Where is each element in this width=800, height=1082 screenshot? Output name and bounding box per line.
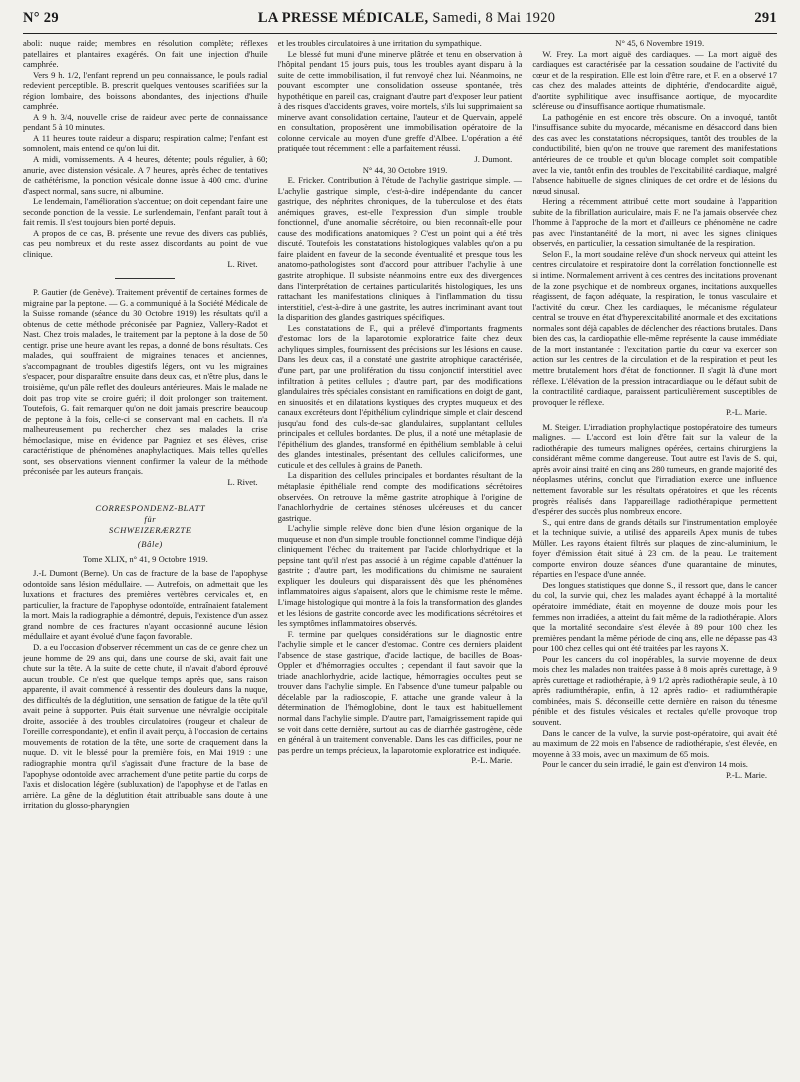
paragraph: A midi, vomissements. A 4 heures, détente; pouls régulier, à 60; anurie, avec distension vésicale. A 7 heures, après échec de tentatives de cathétérisme, la ponction vésicale donne issue à 400 cmc. d'urine d'aspect normal, sans sucre, ni albumine. bbox=[23, 154, 268, 196]
paragraph: S., qui entre dans de grands détails sur l'instrumentation employée et la technique suivie, a utilisé des appareils Apex munis de tubes Müller. Les rayons étaient filtrés sur plaques de zinc-aluminium, le foyer d'émission était situé à 23 cm. de la peau. Le traitement comporte environ douze séances d'une quarantaine de minutes, réparties en l'espace d'une année. bbox=[532, 516, 778, 580]
paragraph: A propos de ce cas, B. présente une revue des divers cas publiés, cas peu nombreux et du reste assez discordants au point de vue clinique. bbox=[23, 227, 268, 259]
issue-date: Samedi, 8 Mai 1920 bbox=[432, 10, 556, 26]
paragraph: D. a eu l'occasion d'observer récemment un cas de ce genre chez un jeune homme de 29 ans qui, dans une course de ski, avait fait une chute sur la tête. A la suite de cette chute, il n'avait d'abord éprouvé aucun trouble. Ce n'est que quelque temps après que, sans raison apparente, il avait commencé à ressentir des douleurs dans la nuque, des difficultés de la déglutition, une sensation de fatigue de la tête qu'il avait peine à supporter. Puis était survenue une névralgie occipitale droite, associée à des troubles circulatoires (rougeur et chaleur de l'oreille correspondante), et enfin il avait perçu, à l'occasion de certains mouvements de rotation de la tête, une sorte de craquement dans la nuque. D. vit le blessé pour la première fois, en Mai 1919 : une radiographie montra qu'il s'agissait d'une fracture de la base de l'apophyse odontoïde avec arrachement d'une petite partie du corps de l'axis et dislocation légère (subluxation) de l'apophyse et de l'atlas en arrière. La gêne de la déglutition était attribuable sans doute à une irritation du glosso-pharyngien bbox=[23, 641, 268, 811]
author-signature: L. Rivet. bbox=[227, 476, 258, 487]
journal-section-title: SCHWEIZERÆRZTE bbox=[108, 524, 192, 535]
issue-heading: N° 44, 30 Octobre 1919. bbox=[362, 164, 448, 175]
paragraph: Des longues statistiques que donne S., il ressort que, dans le cancer du col, la survie qui, chez les malades ayant échappé à la mortalité opératoire immédiate, était en moyenne de douze mois pour les femmes non irradiées, a atteint du fait même de la radiothérapie. Alors que la mortalité secondaire s'est élevée à 89 pour 100 chez les premières pendant la même période de cinq ans, elle ne dépasse pas 43 pour 100 chez celles qui ont été traitées par les rayons X. bbox=[532, 579, 778, 654]
journal-section-title: CORRESPONDENZ-BLATT bbox=[95, 503, 206, 514]
journal-city: (Bâle) bbox=[137, 539, 163, 550]
article-gautier: P. Gautier (de Genève). Traitement préventif de certaines formes de migraine par la peptone. — G. a communiqué à la Société Médicale de la Suisse romande (séance du 30 Octobre 1919) les résultats qu'il a obtenus de cette méthode préconisée par Pagniez, Vallery-Radot et Nast. Chez trois malades, le traitement par la peptone à la dose de 50 centigr. prise une heure avant les repas, a donné de bons résultats. Ces malades, qui souffraient de migraines tenaces et anciennes, s'accompagnant de troubles digestifs légers, ont vu les migraines s'espacer, pour disparaître ensuite dans deux cas, et n'être plus, dans le troisième, qu'un pâle reflet des douleurs antérieures. Mais le malade ne doit pas trop vite se croire guéri; il doit prolonger son traitement. Toutefois, G. fait remarquer qu'on ne doit jamais prescrire beaucoup de peptone à la fois, celle-ci se conservant mal en cachets. Il n'a malheureusement pu rechercher chez ses malades la crise hémoclasique, mise en évidence par Pagniez et ses élèves, crise caractéristique de phénomènes anaphylactiques. Mais telles qu'elles sont, ses observations viennent confirmer la valeur de la méthode préconisée par les auteurs français. bbox=[23, 287, 268, 477]
paragraph: aboli: nuque raide; membres en résolution complète; réflexes patellaires et plantaires exagérés. On fait une injection d'huile camphrée. bbox=[23, 38, 268, 70]
author-signature: P.-L. Marie. bbox=[725, 407, 768, 418]
page-number: 291 bbox=[754, 10, 777, 26]
column-1 bbox=[23, 38, 268, 811]
paragraph: Pour les cancers du col inopérables, la survie moyenne de deux mois chez les malades non traitées passe à 8 mois après curettage, à 9 après curettage et radiothérapie, à 9 1/2 après radiothérapie seule, à 10 après radiumthérapie, enfin, à 12 après radio- et radiumthérapie combinées, mais S. déconseille cette dernière en raison du ténesme pénible et des fistules vésicales et rectales qu'elle provoque trop souvent. bbox=[532, 653, 778, 727]
paragraph: A 11 heures toute raideur a disparu; respiration calme; l'enfant est somnolent, mais entend ce qu'on lui dit. bbox=[23, 132, 268, 154]
paragraph: L'achylie simple relève donc bien d'une lésion organique de la muqueuse et non d'un simple trouble fonctionnel comme l'indique déjà cliniquement l'échec du traitement par l'acide chlorhydrique et la pepsine tant qu'il n'est pas associé à un régime capable d'atténuer la gastrite ; d'autre part, les modifications du chimisme ne sauraient expliquer les douleurs qui disparaissent dès que les phénomènes inflammatoires aigus s'apaisent, alors que le chimisme reste le même. L'image histologique qui montre à la fois la transformation des glandes et les lésions de gastrite concorde avec les modifications sécrétoires et les symptômes inflammatoires observés. bbox=[277, 523, 523, 629]
article-fricker: E. Fricker. Contribution à l'étude de l'achylie gastrique simple. — L'achylie gastrique simple, c'est-à-dire indépendante du cancer gastrique, des néphrites chroniques, de la tuberculose et des états anémiques graves, est-elle l'expression d'un simple trouble fonctionnel, d'une anomalie sécrétoire, ou bien reconnaît-elle pour cause des modifications anatomiques ? C'est un point qui a été très discuté. Toutefois les constatations histologiques valables qu'on a pu faire plaident en faveur de la seconde éventualité et presque tous les anatomo-pathologistes sont d'accord pour attribuer l'achylie à une gastrite atrophique. Il subsiste néanmoins entre eux des divergences dans l'interprétation de certaines particularités histologiques, les uns rattachant les manifestations cliniques à l'inflammation du tissu interstitiel, c'est-à-dire à une gastrite, les autres incriminant avant tout la disparition des glandes gastriques spécifiques. bbox=[277, 175, 523, 323]
article-separator bbox=[115, 278, 175, 279]
column-3 bbox=[532, 38, 777, 811]
issue-heading: N° 45, 6 Novembre 1919. bbox=[615, 38, 705, 48]
paragraph: A 9 h. 3/4, nouvelle crise de raideur avec perte de connaissance pendant 5 à 10 minutes. bbox=[23, 111, 268, 133]
paragraph: et les troubles circulatoires à une irritation du sympathique. bbox=[277, 38, 482, 48]
author-signature: L. Rivet. bbox=[227, 259, 258, 270]
column-2 bbox=[278, 38, 523, 811]
header-rule bbox=[23, 33, 777, 34]
issue-number: N° 29 bbox=[23, 10, 59, 26]
author-signature: P.-L. Marie. bbox=[725, 769, 768, 780]
paragraph: Vers 9 h. 1/2, l'enfant reprend un peu connaissance, le pouls radial redevient perceptible. B. prescrit quelques ventouses scarifiées sur la région lombaire, des boissons abondantes, des injections d'huile camphrée. bbox=[23, 69, 268, 112]
journal-masthead bbox=[258, 10, 555, 27]
paragraph: Hering a récemment attribué cette mort soudaine à l'apparition subite de la fibrillation auriculaire, mais F. ne l'a jamais observée chez l'homme à l'approche de la mort et d'ailleurs ce phénomène ne cadre pas avec l'instantanéité de la mort, ni avec les signes cliniques observés, en particulier, la cessation simultanée de la respiration. bbox=[532, 196, 778, 249]
paragraph: Le lendemain, l'amélioration s'accentue; on doit cependant faire une seconde ponction de la vessie. Le surlendemain, l'enfant paraît tout à fait remis. Il s'est toujours bien porté depuis. bbox=[23, 196, 268, 228]
paragraph: Pour le cancer du sein irradié, le gain est d'environ 14 mois. bbox=[542, 759, 748, 770]
paragraph: Selon F., la mort soudaine relève d'un shock nerveux qui atteint les centres circulatoire et respiratoire dont la corrélation fonctionnelle est si intime. Normalement arrivent à ces centres des incitations provenant de la zone psychique et de nombreux organes, incitations auxquelles réagissent, de façon adéquate, la respiration, le tonus vasculaire et l'activité du cœur. Chez les cardiaques, le mécanisme régulateur central se trouve en état d'hyperexcitabilité anormale et des excitations normales sont déjà capables de déclencher des réactions brutales. Dans bien des cas, la cardiopathie elle-même représente la cause immédiate de la mort instantanée : l'excitation partie du cœur va exercer son action sur les centres de la circulation et de la respiration et peut les mettre brutalement hors d'état de fonctionner. Il s'agit là d'une mort réflexe. L'élévation de la pression intracardiaque ou le défaut subit de la contractilité cardiaque, paraissent particulièrement susceptibles de provoquer le réflexe. bbox=[532, 248, 778, 407]
paragraph: La pathogénie en est encore très obscure. On a invoqué, tantôt l'insuffisance subite du myocarde, mécanisme en désaccord dans bien des cas avec les constatations nécropsiques, tantôt des troubles de la conductibilité, bien qu'on ne trouve que rarement des manifestations antérieures de ce trouble et qu'un blocage complet soit compatible avec la vie, tantôt enfin des troubles de l'excitabilité cardiaque, malgré l'absence habituelle de signes cliniques de cet ordre et de lésions du nœud sinusal. bbox=[532, 111, 778, 196]
journal-section-title: für bbox=[144, 513, 157, 524]
article-steiger: M. Steiger. L'irradiation prophylactique postopératoire des tumeurs malignes. — L'accord est loin d'être fait sur la valeur de la radiothérapie des tumeurs malignes opérées, certains chirurgiens la considérant même comme dangereuse. Tout autre est l'avis de S. qui, après avoir ainsi traité en cinq ans 280 tumeurs, en grande majorité des néoplasmes utérins, conclut que l'irradiation exerce une influence nettement favorable sur les résultats opératoires et que les récents progrès réalisés dans l'appareillage radiothérapique permettent d'espérer des succès plus nombreux encore. bbox=[532, 421, 778, 517]
volume-info: Tome XLIX, n° 41, 9 Octobre 1919. bbox=[82, 553, 208, 564]
paragraph: F. termine par quelques considérations sur le diagnostic entre l'achylie simple et le cancer d'estomac. Contre ces derniers plaident l'absence de stase gastrique, d'acide lactique, de bacilles de Boas-Oppler et d'hémorragies occultes ; cependant il faut savoir que la triade anachlorhydrie, acide lactique, hémorragies occultes peut se trouver dans l'achylie simple. En l'absence d'une tumeur palpable ou décelable par la radioscopie, F. attache une grande valeur à la détermination de l'hémoglobine, dont le taux est habituellement normal dans l'achylie simple. D'autre part, l'amaigrissement rapide qui se voit dans cette dernière, surtout au cas de diarrhée gastrogène, cède en général à un traitement convenable. Dans les cas difficiles, pour ne pas perdre un temps précieux, la laparotomie exploratrice est indiquée. bbox=[277, 628, 523, 755]
page-header bbox=[23, 10, 777, 30]
paragraph: Les constatations de F., qui a prélevé d'importants fragments d'estomac lors de la laparotomie exploratrice faite chez deux achyliques simples, fournissent des précisions sur les lésions en cause. Dans les deux cas, il a constaté une gastrite atrophique caractérisée, d'une part, par une prolifération du tissu conjonctif interstitiel avec infiltration à petites cellules ; d'autre part, par des modifications glandulaires très spéciales consistant en ramifications en doigt de gant, en sinuosités et en dilatations kystiques des cryptes muqueux et des canaux excréteurs dont l'épithélium cylindrique simple et clair descend jusqu'au fond des culs-de-sac glandulaires, supplantant cellules principales et cellules bordantes. De plus, il a noté une métaplasie de l'épithélium des glandes, transformé en épithélium semblable à celui des glandes intestinales, présentant des cellules caliciformes, une cuticule et des cellules à grains de Paneth. bbox=[277, 322, 523, 470]
author-signature: P.-L. Marie. bbox=[471, 755, 513, 766]
author-signature: J. Dumont. bbox=[474, 154, 513, 165]
article-dumont: J.-L Dumont (Berne). Un cas de fracture de la base de l'apophyse odontoïde sans lésion médullaire. — Autrefois, on admettait que les luxations et fractures des premières vertèbres cervicales et, en particulier, la fracture de l'apophyse odontoïde, entraînaient fatalement la mort. Mais la radiographie a démontré, depuis, l'existence d'un assez grand nombre de ces fractures n'ayant occasionné aucune lésion médullaire et ayant évolué d'une façon favorable. bbox=[23, 568, 268, 642]
journal-title: LA PRESSE MÉDICALE, bbox=[257, 10, 429, 26]
paragraph: La disparition des cellules principales et bordantes résultant de la métaplasie épithéliale rend compte des modifications sécrétoires observées. On retrouve la même gastrite atrophique à l'origine de l'anachlorhydrie de certaines sténoses ulcéreuses et du cancer gastrique. bbox=[277, 470, 523, 523]
article-frey: W. Frey. La mort aiguë des cardiaques. — La mort aiguë des cardiaques est caractérisée par la cessation soudaine de l'activité du cœur et de la respiration. Elle est loin d'être rare, et F. en a observé 17 cas chez des malades atteints de diphtérie, d'endocardite aiguë, d'aortite syphilitique avec insuffisance aortique, de myocardite scléreuse ou d'insuffisance aortique rhumatismale. bbox=[532, 48, 778, 112]
paragraph: Dans le cancer de la vulve, la survie post-opératoire, qui avait été au maximum de 22 mois en l'absence de radiothérapie, s'est élevée, en moyenne à 33 mois, avec un maximum de 65 mois. bbox=[532, 727, 778, 759]
paragraph: Le blessé fut muni d'une minerve plâtrée et tenu en observation à l'hôpital pendant 15 jours puis, tous les troubles ayant disparu à la suite de cette immobilisation, il fut renvoyé chez lui. Néanmoins, ne pouvant escompter une consolidation osseuse spontanée, très hypothétique en pareil cas, craignant d'autre part d'exposer leur patient à des risques d'accidents graves, voire mortels, s'ils lui supprimaient sa minerve avant consolidation certaine, l'auteur et de Quervain, appelé en consultation, proposèrent une immobilisation opératoire de la colonne cervicale au moyen d'une greffe d'Albee. L'opération a été pratiquée tout récemment : elle a parfaitement réussi. bbox=[277, 48, 523, 154]
text-columns bbox=[23, 38, 777, 811]
